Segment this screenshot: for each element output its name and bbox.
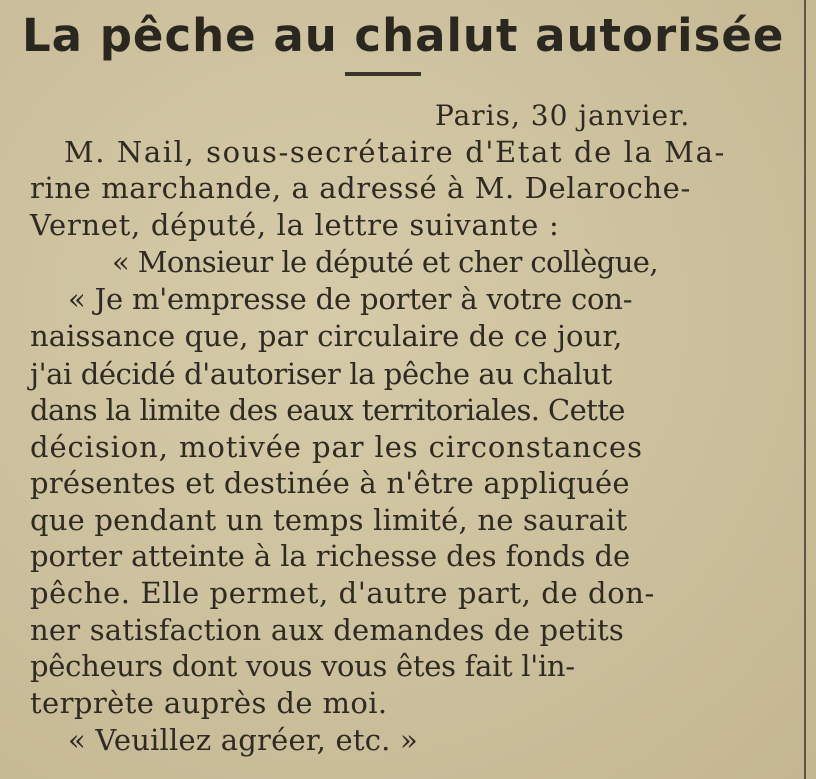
body-line: pêcheurs dont vous vous êtes fait l'in- xyxy=(30,649,575,683)
body-line: pêche. Elle permet, d'autre part, de don- xyxy=(30,576,655,610)
body-line: ner satisfaction aux demandes de petits xyxy=(30,613,624,647)
body-line: Vernet, député, la lettre suivante : xyxy=(30,208,560,242)
body-line: naissance que, par circulaire de ce jour, xyxy=(30,319,623,353)
body-line: rine marchande, a adressé à M. Delaroche- xyxy=(30,171,691,205)
headline-divider xyxy=(345,72,421,76)
body-line: décision, motivée par les circonstances xyxy=(30,430,643,464)
column-rule xyxy=(804,0,806,779)
body-line: porter atteinte à la richesse des fonds de xyxy=(30,539,631,573)
body-line: terprète auprès de moi. xyxy=(30,686,388,720)
body-line: « Monsieur le député et cher collègue, xyxy=(112,245,658,279)
body-line: « Veuillez agréer, etc. » xyxy=(68,723,418,757)
body-line: M. Nail, sous-secrétaire d'Etat de la Ma- xyxy=(64,135,726,169)
dateline: Paris, 30 janvier. xyxy=(435,99,691,132)
body-line: présentes et destinée à n'être appliquée xyxy=(30,466,630,500)
headline: La pêche au chalut autorisée xyxy=(22,9,785,62)
body-line: j'ai décidé d'autoriser la pêche au chalut xyxy=(30,357,612,391)
body-line: dans la limite des eaux territoriales. Cette xyxy=(30,393,625,427)
body-line: « Je m'empresse de porter à votre con- xyxy=(68,282,633,316)
body-line: que pendant un temps limité, ne saurait xyxy=(30,503,628,537)
